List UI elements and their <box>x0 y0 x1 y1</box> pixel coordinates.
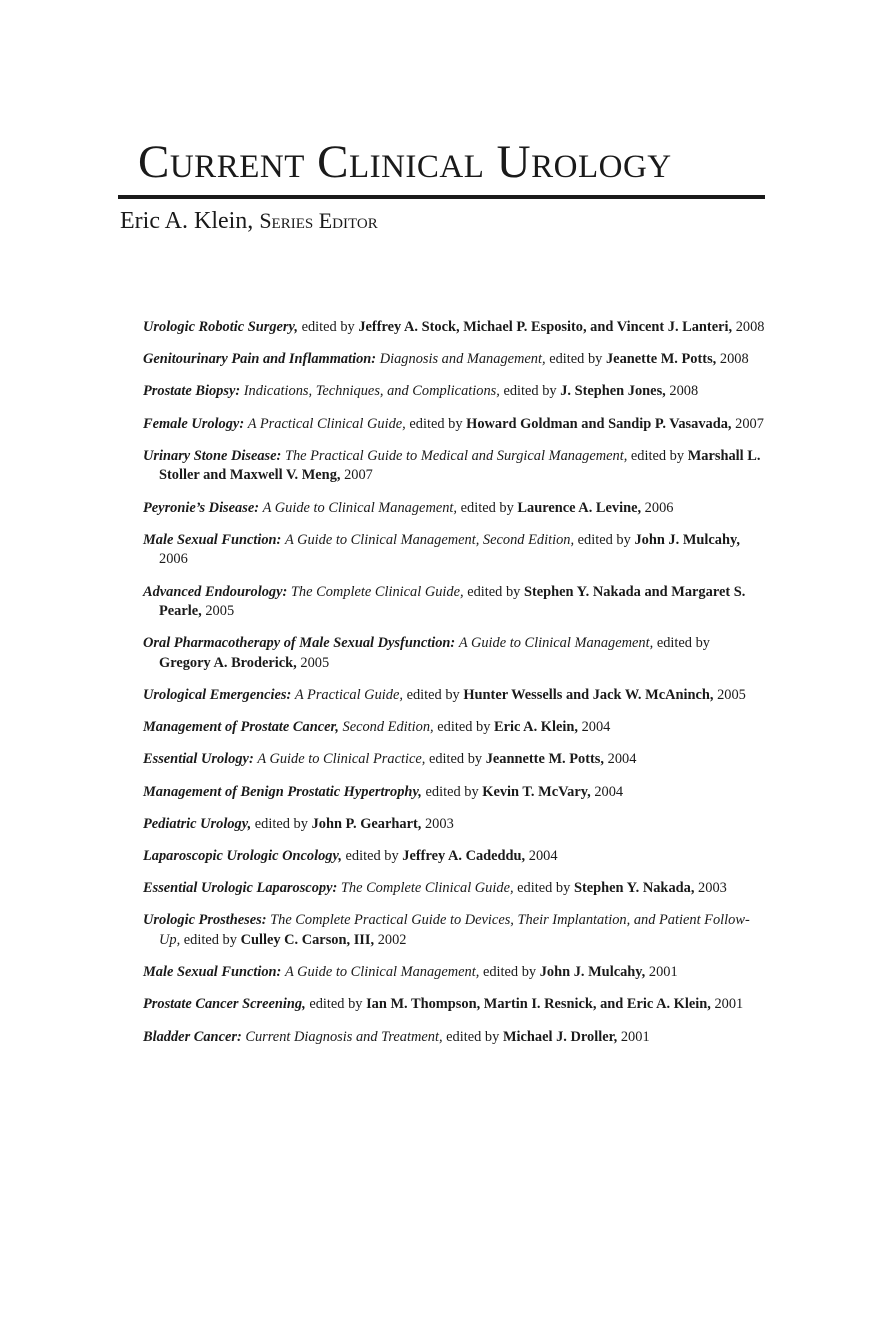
book-editors: Gregory A. Broderick, <box>159 654 297 671</box>
series-editor-role: Series Editor <box>259 208 378 233</box>
edited-by-text: edited by <box>345 848 399 864</box>
book-editors: Jeanette M. Potts, <box>605 351 717 368</box>
book-entry <box>143 847 765 867</box>
edited-by-text: edited by <box>517 880 571 897</box>
book-subtitle: A Practical Clinical Guide, <box>247 415 406 432</box>
edited-by-text: edited by <box>406 687 460 704</box>
book-title: Pediatric Urology, <box>143 815 252 832</box>
edited-by-text: edited by <box>437 719 491 736</box>
edited-by-text: edited by <box>482 964 537 981</box>
book-entry <box>143 879 765 899</box>
book-year: 2004 <box>528 848 558 864</box>
book-entry <box>143 1028 765 1048</box>
edited-by-text: edited by <box>409 415 463 432</box>
book-editors: Marshall L. Stoller and Maxwell V. Meng, <box>159 447 761 484</box>
edited-by-text: edited by <box>549 351 603 368</box>
book-subtitle: A Guide to Clinical Management, <box>458 635 654 652</box>
book-editors: Ian M. Thompson, Martin I. Resnick, and Eric A. Klein, <box>366 996 711 1013</box>
book-entry <box>143 750 765 770</box>
book-year: 2006 <box>644 499 674 516</box>
book-year: 2005 <box>300 654 330 671</box>
book-year: 2004 <box>594 783 624 800</box>
book-title: Peyronie’s Disease: <box>143 499 260 516</box>
book-subtitle: The Complete Clinical Guide, <box>340 880 514 897</box>
book-entry <box>143 350 765 370</box>
book-subtitle: A Guide to Clinical Management, Second Edition, <box>284 531 575 548</box>
book-year: 2008 <box>669 383 699 400</box>
book-title: Urological Emergencies: <box>143 687 292 704</box>
book-subtitle: A Guide to Clinical Management, <box>262 499 458 516</box>
book-editors: John J. Mulcahy, <box>539 964 646 981</box>
book-entry <box>143 783 765 803</box>
edited-by-text: edited by <box>503 383 557 400</box>
book-editors: Howard Goldman and Sandip P. Vasavada, <box>466 415 732 432</box>
book-title: Oral Pharmacotherapy of Male Sexual Dysfunction: <box>143 635 456 652</box>
book-year: 2001 <box>648 964 678 981</box>
book-editors: Culley C. Carson, III, <box>240 931 375 948</box>
book-year: 2002 <box>377 931 407 948</box>
book-title: Laparoscopic Urologic Oncology, <box>143 848 342 864</box>
book-entry <box>143 815 765 835</box>
book-title: Male Sexual Function: <box>143 531 282 548</box>
book-editors: John P. Gearhart, <box>311 815 422 832</box>
edited-by-text: edited by <box>428 751 483 768</box>
book-editors: Kevin T. McVary, <box>482 783 591 800</box>
book-entry <box>143 995 765 1015</box>
book-subtitle: The Practical Guide to Medical and Surgical Management, <box>284 447 628 464</box>
book-subtitle: A Practical Guide, <box>294 687 403 704</box>
book-entry <box>143 531 765 570</box>
book-subtitle: Current Diagnosis and Treatment, <box>245 1028 443 1045</box>
book-year: 2007 <box>344 467 373 484</box>
edited-by-text: edited by <box>301 319 355 335</box>
edited-by-text: edited by <box>183 931 237 948</box>
book-year: 2001 <box>714 996 744 1013</box>
edited-by-text: edited by <box>656 635 710 652</box>
book-year: 2008 <box>735 319 765 335</box>
book-year: 2005 <box>205 603 235 620</box>
book-entry <box>143 415 765 435</box>
series-title: Current Clinical Urology <box>138 136 672 188</box>
book-subtitle: Diagnosis and Management, <box>379 351 546 368</box>
edited-by-text: edited by <box>446 1028 500 1045</box>
book-editors: J. Stephen Jones, <box>560 383 666 400</box>
edited-by-text: edited by <box>460 499 514 516</box>
book-year: 2004 <box>581 719 611 736</box>
edited-by-text: edited by <box>467 583 521 600</box>
book-year: 2004 <box>607 751 637 768</box>
edited-by-text: edited by <box>309 996 363 1013</box>
book-title: Prostate Cancer Screening, <box>143 996 306 1013</box>
book-entry <box>143 382 765 402</box>
book-title: Management of Benign Prostatic Hypertrophy, <box>143 783 422 800</box>
book-editors: Stephen Y. Nakada, <box>573 880 695 897</box>
book-title: Essential Urology: <box>143 751 254 768</box>
book-subtitle: A Guide to Clinical Management, <box>284 964 480 981</box>
series-editor-name: Eric A. Klein, <box>120 208 254 234</box>
book-entry <box>143 499 765 519</box>
book-title: Male Sexual Function: <box>143 964 282 981</box>
book-subtitle: The Complete Clinical Guide, <box>290 583 464 600</box>
edited-by-text: edited by <box>577 531 631 548</box>
book-subtitle: A Guide to Clinical Practice, <box>257 751 426 768</box>
book-subtitle: Indications, Techniques, and Complications, <box>243 383 500 400</box>
book-entry <box>143 634 765 673</box>
book-title: Advanced Endourology: <box>143 583 288 600</box>
book-title: Urologic Prostheses: <box>143 912 267 929</box>
edited-by-text: edited by <box>254 815 308 832</box>
book-title: Urologic Robotic Surgery, <box>143 319 298 335</box>
book-title: Urinary Stone Disease: <box>143 447 282 464</box>
book-title: Essential Urologic Laparoscopy: <box>143 880 338 897</box>
book-entry <box>143 583 765 622</box>
book-editors: Hunter Wessells and Jack W. McAninch, <box>463 687 714 704</box>
book-entry <box>143 911 765 950</box>
book-editors: Jeannette M. Potts, <box>485 751 605 768</box>
book-entry <box>143 718 765 738</box>
edited-by-text: edited by <box>425 783 479 800</box>
series-editor <box>120 207 378 235</box>
book-entry <box>143 963 765 983</box>
book-editors: Eric A. Klein, <box>494 719 578 736</box>
title-rule <box>118 195 765 199</box>
book-title: Management of Prostate Cancer, <box>143 719 339 736</box>
book-list <box>143 318 765 1060</box>
book-title: Bladder Cancer: <box>143 1028 242 1045</box>
book-year: 2007 <box>735 415 764 432</box>
book-entry <box>143 318 765 338</box>
book-year: 2003 <box>424 815 454 832</box>
book-title: Genitourinary Pain and Inflammation: <box>143 351 377 368</box>
book-title: Prostate Biopsy: <box>143 383 241 400</box>
book-editors: Jeffrey A. Cadeddu, <box>402 848 526 864</box>
book-subtitle: The Complete Practical Guide to Devices, Their Implantation, and Patient Follow-Up, <box>159 912 750 948</box>
book-editors: Michael J. Droller, <box>502 1028 618 1045</box>
book-year: 2003 <box>698 880 727 897</box>
book-entry <box>143 686 765 706</box>
book-title: Female Urology: <box>143 415 245 432</box>
book-editors: Stephen Y. Nakada and Margaret S. Pearle, <box>159 583 746 620</box>
book-editors: Jeffrey A. Stock, Michael P. Esposito, and Vincent J. Lanteri, <box>358 319 733 335</box>
book-year: 2006 <box>159 551 188 568</box>
book-subtitle: Second Edition, <box>342 719 434 736</box>
book-editors: John J. Mulcahy, <box>634 531 740 548</box>
book-entry <box>143 447 765 486</box>
book-year: 2008 <box>719 351 749 368</box>
book-year: 2005 <box>717 687 746 704</box>
book-editors: Laurence A. Levine, <box>517 499 642 516</box>
book-year: 2001 <box>620 1028 650 1045</box>
edited-by-text: edited by <box>630 447 685 464</box>
